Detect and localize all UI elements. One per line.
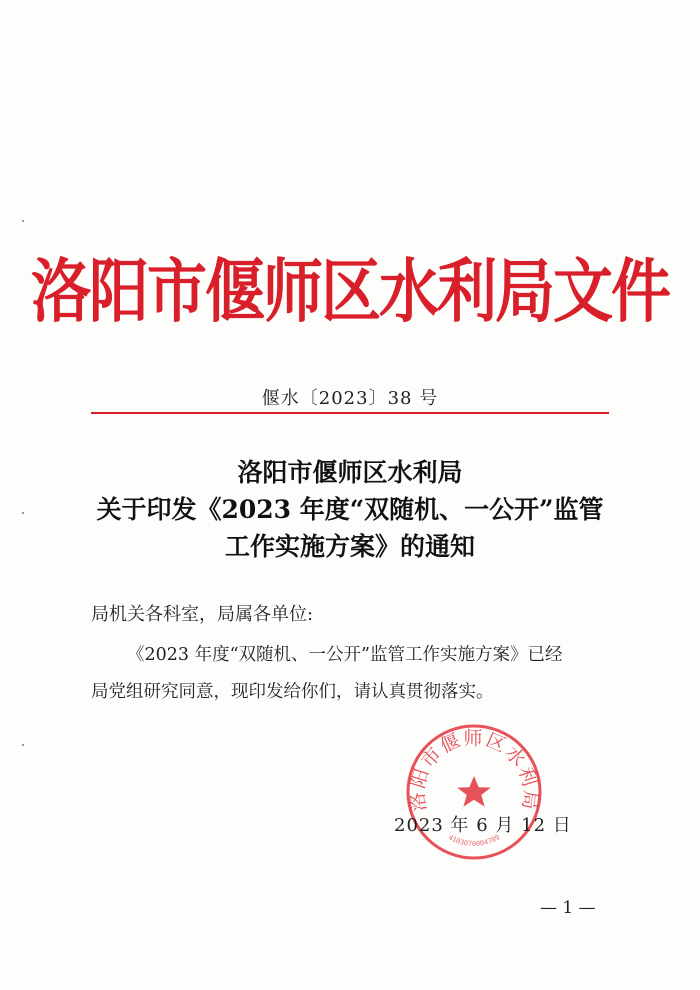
body-paragraph <box>91 637 623 711</box>
body-line-2: 局党组研究同意，现印发给你们，请认真贯彻落实。 <box>91 682 494 702</box>
seal-star-icon <box>457 776 491 807</box>
scan-speck <box>22 220 24 222</box>
addressee: 局机关各科室，局属各单位: <box>91 604 314 625</box>
page-number: — 1 — <box>540 898 596 918</box>
title-line-2: 关于印发《2023 年度“双随机、一公开”监管 <box>96 495 604 524</box>
scan-speck <box>22 744 24 746</box>
issuer-title: 洛阳市偃师区水利局文件 <box>31 251 669 333</box>
title-line-3: 工作实施方案》的通知 <box>224 532 475 561</box>
issue-date: 2023 年 6 月 12 日 <box>394 815 572 836</box>
seal-text: 洛阳市偃师区水利局 <box>406 727 542 813</box>
body-line-1: 《2023 年度“双随机、一公开”监管工作实施方案》已经 <box>127 645 563 665</box>
document-title <box>0 454 700 565</box>
red-divider-line <box>91 412 609 414</box>
official-seal <box>404 722 544 862</box>
title-line-1: 洛阳市偃师区水利局 <box>237 458 463 487</box>
document-number: 偃水〔2023〕38 号 <box>261 388 439 409</box>
seal-code: 4103070004789 <box>446 833 502 848</box>
